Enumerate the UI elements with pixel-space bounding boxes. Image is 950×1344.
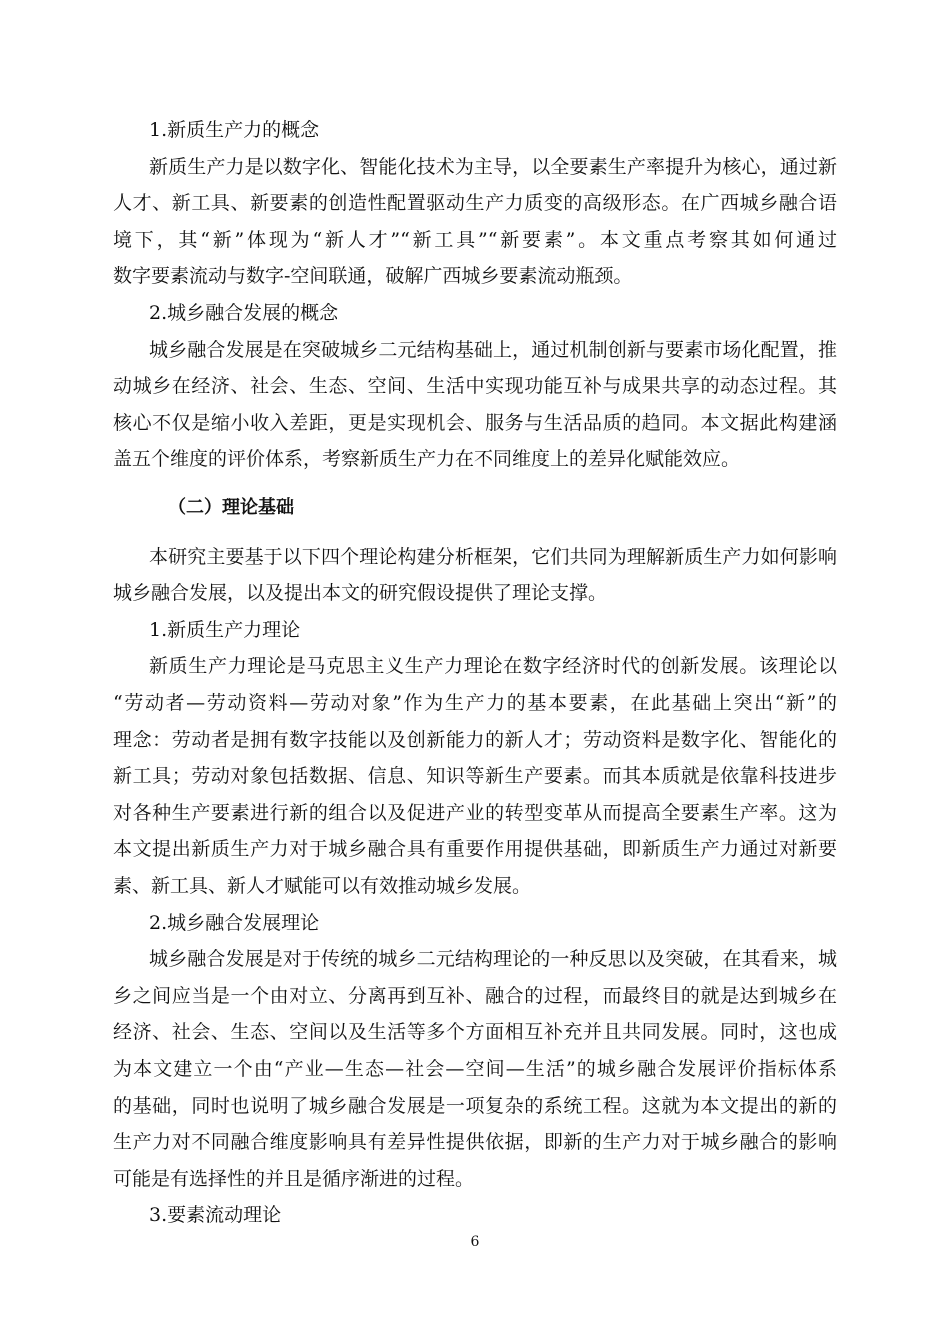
paragraph-line: 城乡融合发展是对于传统的城乡二元结构理论的一种反思以及突破，在其看来，城: [149, 948, 837, 971]
paragraph-line: 城乡融合发展是在突破城乡二元结构基础上，通过机制创新与要素市场化配置，推: [149, 338, 837, 361]
paragraph-line: 本研究主要基于以下四个理论构建分析框架，它们共同为理解新质生产力如何影响: [149, 545, 837, 568]
paragraph-line: 人才、新工具、新要素的创造性配置驱动生产力质变的高级形态。在广西城乡融合语: [113, 192, 837, 215]
paragraph-line: 经济、社会、生态、空间以及生活等多个方面相互补充并且共同发展。同时，这也成: [113, 1021, 837, 1044]
paragraph-line: 本文提出新质生产力对于城乡融合具有重要作用提供基础，即新质生产力通过对新要: [113, 838, 837, 861]
paragraph-line: 为本文建立一个由“产业—生态—社会—空间—生活”的城乡融合发展评价指标体系: [113, 1058, 837, 1080]
paragraph-line: 核心不仅是缩小收入差距，更是实现机会、服务与生活品质的趋同。本文据此构建涵: [113, 411, 837, 434]
paragraph-line: 城乡融合发展，以及提出本文的研究假设提供了理论支撑。: [113, 582, 608, 605]
paragraph-line: 盖五个维度的评价体系，考察新质生产力在不同维度上的差异化赋能效应。: [113, 448, 741, 471]
paragraph-line: 境下，其“新”体现为“新人才”“新工具”“新要素”。本文重点考察其如何通过: [113, 228, 837, 251]
paragraph-line: 的基础，同时也说明了城乡融合发展是一项复杂的系统工程。这就为本文提出的新的: [113, 1094, 837, 1117]
section-heading: （二）理论基础: [168, 497, 294, 518]
paragraph-line: 生产力对不同融合维度影响具有差异性提供依据，即新的生产力对于城乡融合的影响: [113, 1131, 837, 1154]
paragraph-line: 素、新工具、新人才赋能可以有效推动城乡发展。: [113, 875, 532, 897]
subsection-heading: 2.城乡融合发展的概念: [149, 302, 339, 324]
paragraph-line: 新工具；劳动对象包括数据、信息、知识等新生产要素。而其本质就是依靠科技进步: [113, 765, 837, 788]
page-number: 6: [470, 1234, 480, 1250]
subsection-heading: 2.城乡融合发展理论: [149, 911, 320, 934]
paragraph-line: 动城乡在经济、社会、生态、空间、生活中实现功能互补与成果共享的动态过程。其: [113, 375, 837, 398]
paragraph-line: 对各种生产要素进行新的组合以及促进产业的转型变革从而提高全要素生产率。这为: [113, 801, 837, 824]
paragraph-line: 理念：劳动者是拥有数字技能以及创新能力的新人才；劳动资料是数字化、智能化的: [113, 728, 837, 751]
paragraph-line: 数字要素流动与数字-空间联通，破解广西城乡要素流动瓶颈。: [113, 265, 633, 288]
paragraph-line: 新质生产力理论是马克思主义生产力理论在数字经济时代的创新发展。该理论以: [149, 655, 837, 678]
paragraph-line: “劳动者—劳动资料—劳动对象”作为生产力的基本要素，在此基础上突出“新”的: [113, 692, 837, 714]
paragraph-line: 乡之间应当是一个由对立、分离再到互补、融合的过程，而最终目的就是达到城乡在: [113, 984, 837, 1007]
subsection-heading: 1.新质生产力理论: [149, 618, 301, 641]
paragraph-line: 可能是有选择性的并且是循序渐进的过程。: [113, 1167, 475, 1190]
subsection-heading: 1.新质生产力的概念: [149, 119, 320, 141]
subsection-heading: 3.要素流动理论: [149, 1204, 282, 1227]
paragraph-line: 新质生产力是以数字化、智能化技术为主导，以全要素生产率提升为核心，通过新: [149, 155, 837, 178]
